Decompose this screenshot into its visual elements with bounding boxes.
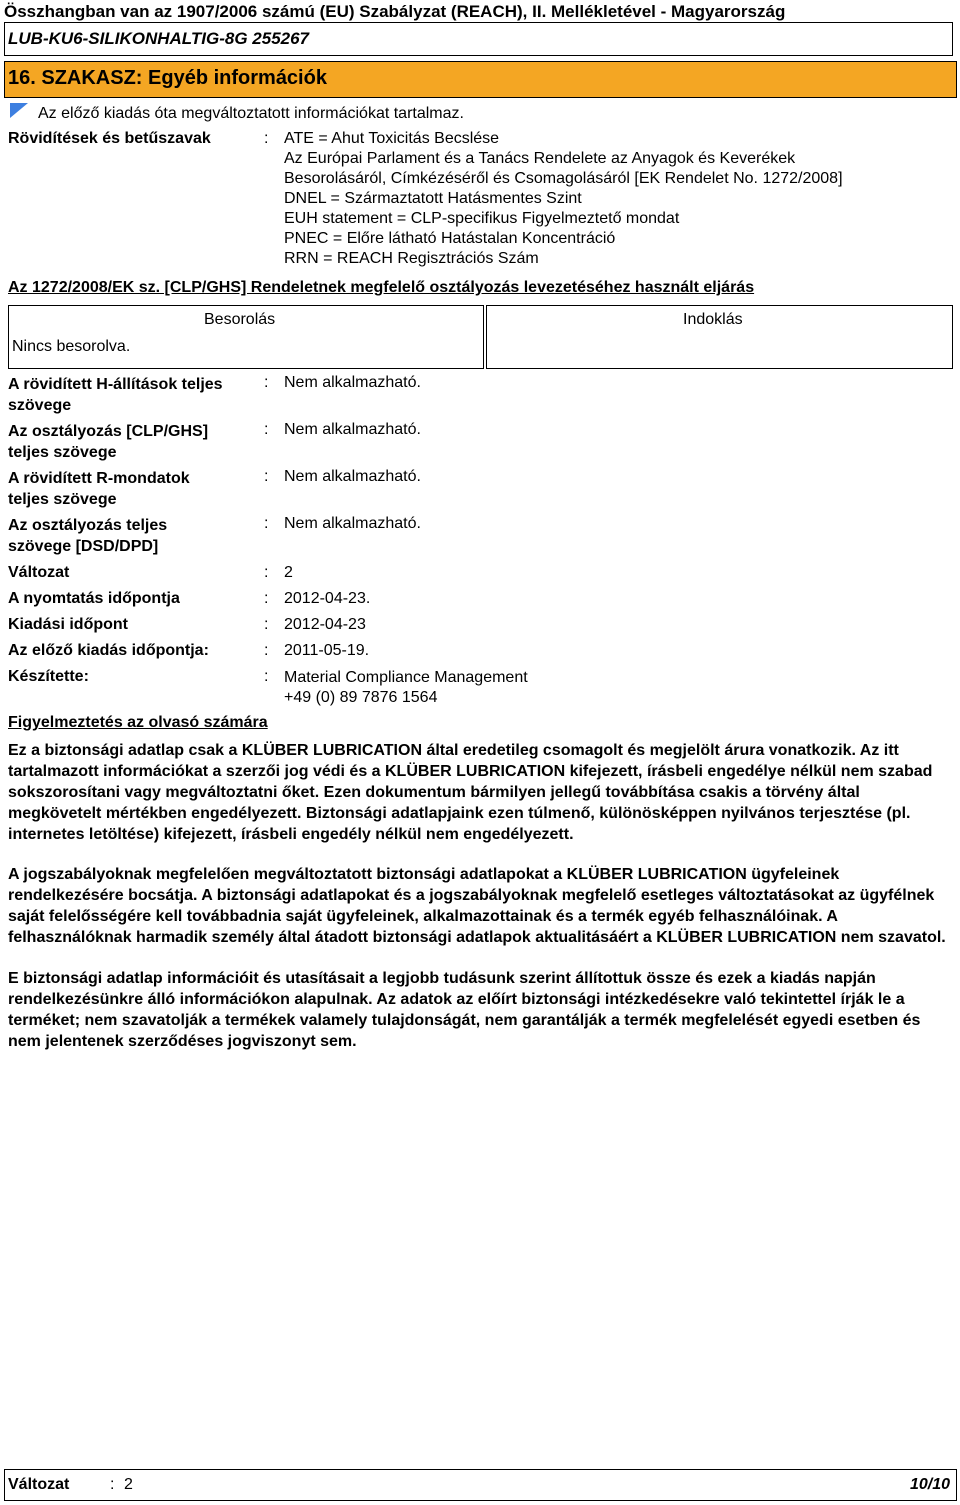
field-colon: : <box>264 468 269 485</box>
notice-heading: Figyelmeztetés az olvasó számára <box>8 714 268 731</box>
previous-issue-label: Az előző kiadás időpontja: <box>8 642 209 659</box>
footer-version-label: Változat <box>8 1476 70 1493</box>
footer-colon: : <box>110 1476 115 1493</box>
print-date-label: A nyomtatás időpontja <box>8 590 180 607</box>
abbreviations-label: Rövidítések és betűszavak <box>8 130 211 147</box>
field-colon: : <box>264 421 269 438</box>
abbreviation-line: RRN = REACH Regisztrációs Szám <box>284 250 539 267</box>
abbreviation-line: EUH statement = CLP-specifikus Figyelmeztető mondat <box>284 210 680 227</box>
abbreviations-list <box>284 129 843 269</box>
field-colon: : <box>264 616 269 633</box>
field-colon: : <box>264 374 269 391</box>
product-name: LUB-KU6-SILIKONHALTIG-8G 255267 <box>8 29 310 48</box>
issue-date-label: Kiadási időpont <box>8 616 128 633</box>
field-r-phrases-value: Nem alkalmazható. <box>284 468 421 485</box>
field-colon: : <box>264 590 269 607</box>
classification-heading: Az 1272/2008/EK sz. [CLP/GHS] Rendeletnek megfelelő osztályozás levezetéséhez használt eljárás <box>8 279 755 296</box>
abbreviation-line: DNEL = Származtatott Hatásmentes Szint <box>284 190 582 207</box>
section-title: 16. SZAKASZ: Egyéb információk <box>8 67 327 89</box>
version-label: Változat <box>8 564 70 581</box>
field-colon: : <box>264 642 269 659</box>
classification-value: Nincs besorolva. <box>12 338 131 355</box>
notice-paragraph: A jogszabályoknak megfelelően megváltoztatott biztonsági adatlapokat a KLÜBER LUBRICATION ügyfeleinek rendelkezésére bocsátja. A biztonsági adatlapokat és a jogszabályoknak megfelelő esetleges változtatásokat az ügyfélnek saját felelősségére kell továbbadnia saját ügyfeleinek, alkalmazottainak és a termék egyéb felhasználóinak. A felhasználóknak harmadik személy által átadott biztonsági adatlapok aktualitásáért a KLÜBER LUBRICATION nem szavatol. <box>8 866 946 946</box>
abbreviations-colon: : <box>264 130 269 147</box>
revision-triangle-icon <box>10 103 30 119</box>
revision-note: Az előző kiadás óta megváltoztatott információkat tartalmaz. <box>38 105 464 122</box>
prepared-by-label: Készítette: <box>8 668 89 685</box>
field-h-statements-label: A rövidített H-állítások teljes szövege <box>8 376 223 414</box>
field-colon: : <box>264 668 269 685</box>
field-r-phrases-label: A rövidített R-mondatok teljes szövege <box>8 470 190 508</box>
field-colon: : <box>264 515 269 532</box>
field-h-statements-value: Nem alkalmazható. <box>284 374 421 391</box>
print-date-value: 2012-04-23. <box>284 590 371 607</box>
field-colon: : <box>264 564 269 581</box>
justification-column-header: Indoklás <box>683 311 743 328</box>
abbreviation-line: Besorolásáról, Címkézéséről és Csomagolásáról [EK Rendelet No. 1272/2008] <box>284 170 843 187</box>
version-value: 2 <box>284 564 293 581</box>
field-dsd-classification-value: Nem alkalmazható. <box>284 515 421 532</box>
page-number: 10/10 <box>910 1476 951 1493</box>
field-clp-classification-value: Nem alkalmazható. <box>284 421 421 438</box>
prepared-by-value: Material Compliance Management +49 (0) 89 7876 1564 <box>284 669 528 706</box>
issue-date-value: 2012-04-23 <box>284 616 366 633</box>
notice-paragraph: Ez a biztonsági adatlap csak a KLÜBER LUBRICATION által eredetileg csomagolt és megjelölt árura vonatkozik. Az itt tartalmazott információkat a szerzői jog védi és a KLÜBER LUBRICATION kifejezett, írásbeli engedélye nélkül nem szabad sokszorosítani vagy megváltoztatni őket. Ezen dokumentum bármilyen jellegű továbbítása csakis a törvény által megkövetelt mértékben engedélyezett. Biztonsági adatlapjaink ezen túlmenő, különösképpen nyilvános terjesztése (pl. internetes letöltése) kifejezett, írásbeli engedély nélkül nem engedélyezett. <box>8 742 933 843</box>
previous-issue-value: 2011-05-19. <box>284 642 370 659</box>
regulation-title: Összhangban van az 1907/2006 számú (EU) Szabályzat (REACH), II. Mellékletével - Magyarország <box>4 2 786 21</box>
notice-paragraph: E biztonsági adatlap információit és utasításait a legjobb tudásunk szerint állítottuk össze és ezek a kiadás napján rendelkezésünkre álló információkon alapulnak. Az adatok az előírt biztonsági intézkedésekre való tekintettel írják le a terméket; nem szavatolják a termékek valamely tulajdonságát, nem garantálják a termék megfelelését egyedi esetben és nem jelentenek szerződéses jogviszonyt sem. <box>8 970 921 1050</box>
field-dsd-classification-label: Az osztályozás teljes szövege [DSD/DPD] <box>8 517 168 555</box>
footer-version-value: 2 <box>124 1476 133 1493</box>
abbreviation-line: Az Európai Parlament és a Tanács Rendelete az Anyagok és Keverékek <box>284 150 796 167</box>
abbreviation-line: ATE = Ahut Toxicitás Becslése <box>284 130 500 147</box>
classification-column-header: Besorolás <box>204 311 276 328</box>
footer-box <box>4 1469 957 1501</box>
abbreviation-line: PNEC = Előre látható Hatástalan Koncentráció <box>284 230 616 247</box>
field-clp-classification-label: Az osztályozás [CLP/GHS] teljes szövege <box>8 423 209 461</box>
